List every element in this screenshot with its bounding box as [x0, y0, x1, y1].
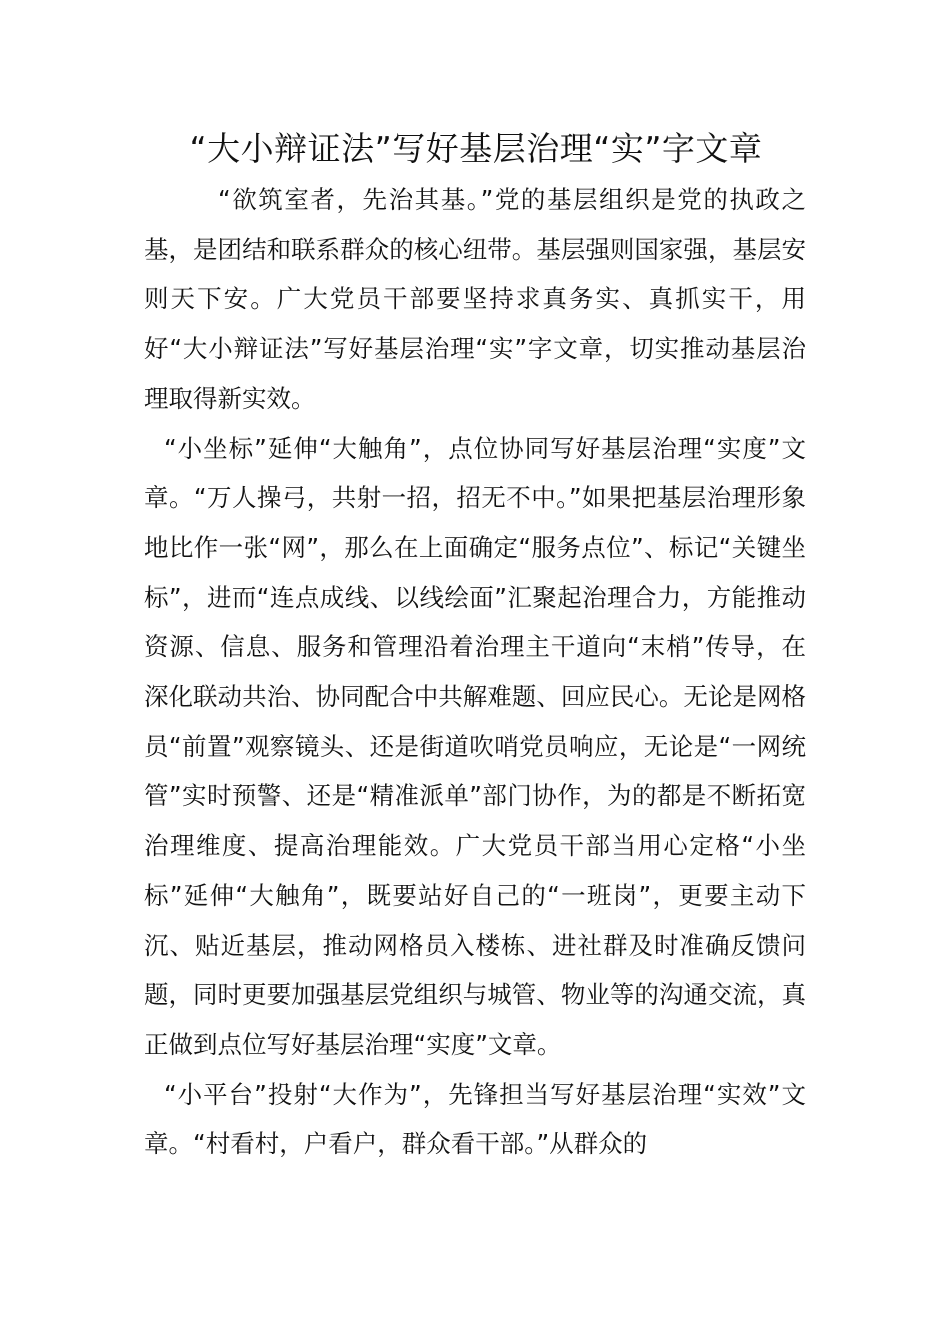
- paragraph-intro: “欲筑室者，先治其基。”党的基层组织是党的执政之基，是团结和联系群众的核心纽带。基层强则国家强，基层安则天下安。广大党员干部要坚持求真务实、真抓实干，用好“大小辩证法”写好基层治理“实”字文章，切实推动基层治理取得新实效。: [144, 185, 806, 413]
- document-body: [144, 175, 806, 1169]
- paragraph-small-coordinate: “小坐标”延伸“大触角”，点位协同写好基层治理“实度”文章。“万人操弓，共射一招，招无不中。”如果把基层治理形象地比作一张“网”，那么在上面确定“服务点位”、标记“关键坐标”，进而“连点成线、以线绘面”汇聚起治理合力，方能推动资源、信息、服务和管理沿着治理主干道向“末梢”传导，在深化联动共治、协同配合中共解难题、回应民心。无论是网格员“前置”观察镜头、还是街道吹哨党员响应，无论是“一网统管”实时预警、还是“精准派单”部门协作，为的都是不断拓宽治理维度、提高治理能效。广大党员干部当用心定格“小坐标”延伸“大触角”，既要站好自己的“一班岗”，更要主动下沉、贴近基层，推动网格员入楼栋、进社群及时准确反馈问题，同时更要加强基层党组织与城管、物业等的沟通交流，真正做到点位写好基层治理“实度”文章。: [144, 433, 806, 1059]
- paragraph-small-platform: “小平台”投射“大作为”，先锋担当写好基层治理“实效”文章。“村看村，户看户，群众看干部。”从群众的: [144, 1079, 806, 1159]
- document-title: “大小辩证法”写好基层治理“实”字文章: [189, 129, 763, 168]
